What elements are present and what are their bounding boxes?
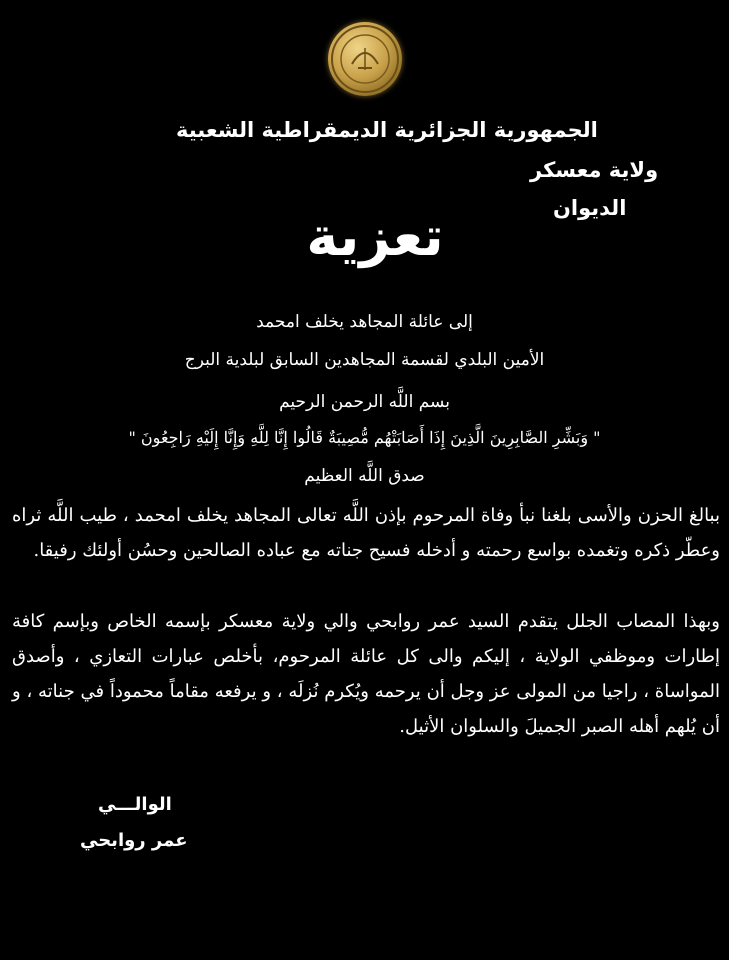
province-name: ولاية معسكر [530,158,659,182]
signature-name: عمر روابحي [80,830,188,851]
addressee-line-1: إلى عائلة المجاهد يخلف امحمد [256,312,473,332]
body-paragraph-1: ببالغ الحزن والأسى بلغنا نبأ وفاة المرحوم بإذن اللَّه تعالى المجاهد يخلف امحمد ، طيب اللَّه ثراه وعطّر ذكره وتغمده بواسع رحمته و أدخله فسيح جناته مع عباده الصالحين وحسُن أولئك رفيقا. [12,505,720,561]
country-name: الجمهورية الجزائرية الديمقراطية الشعبية [176,118,598,142]
body-paragraph-2: وبهذا المصاب الجلل يتقدم السيد عمر روابحي والي ولاية معسكر بإسمه الخاص وبإسم كافة إطارات وموظفي الولاية ، إليكم والى كل عائلة المرحوم، بأخلص عبارات التعازي ، وأصدق المواساة ، راجيا من المولى عز وجل أن يرحمه ويُكرم نُزلَه ، و يرفعه مقاماً محموداً في جناته ، و أن يُلهم أهله الصبر الجميلَ والسلوان الأثيل. [12,611,720,737]
sadaqa-line: صدق اللَّه العظيم [304,466,425,486]
quran-verse: " وَبَشِّرِ الصَّابِرِينَ الَّذِينَ إِذَا أَصَابَتْهُم مُّصِيبَةٌ قَالُوا إِنَّا لِلَّهِ وَإِنَّا إِلَيْهِ رَاجِعُونَ " [128,428,601,447]
page-title: تعزية [306,205,444,268]
signature-role: الوالـــي [98,794,172,815]
addressee-line-2: الأمين البلدي لقسمة المجاهدين السابق لبلدية البرج [184,350,545,370]
office-name: الديوان [553,196,627,220]
basmala: بسم اللَّه الرحمن الرحيم [279,392,450,412]
national-emblem-seal-icon [328,22,402,96]
